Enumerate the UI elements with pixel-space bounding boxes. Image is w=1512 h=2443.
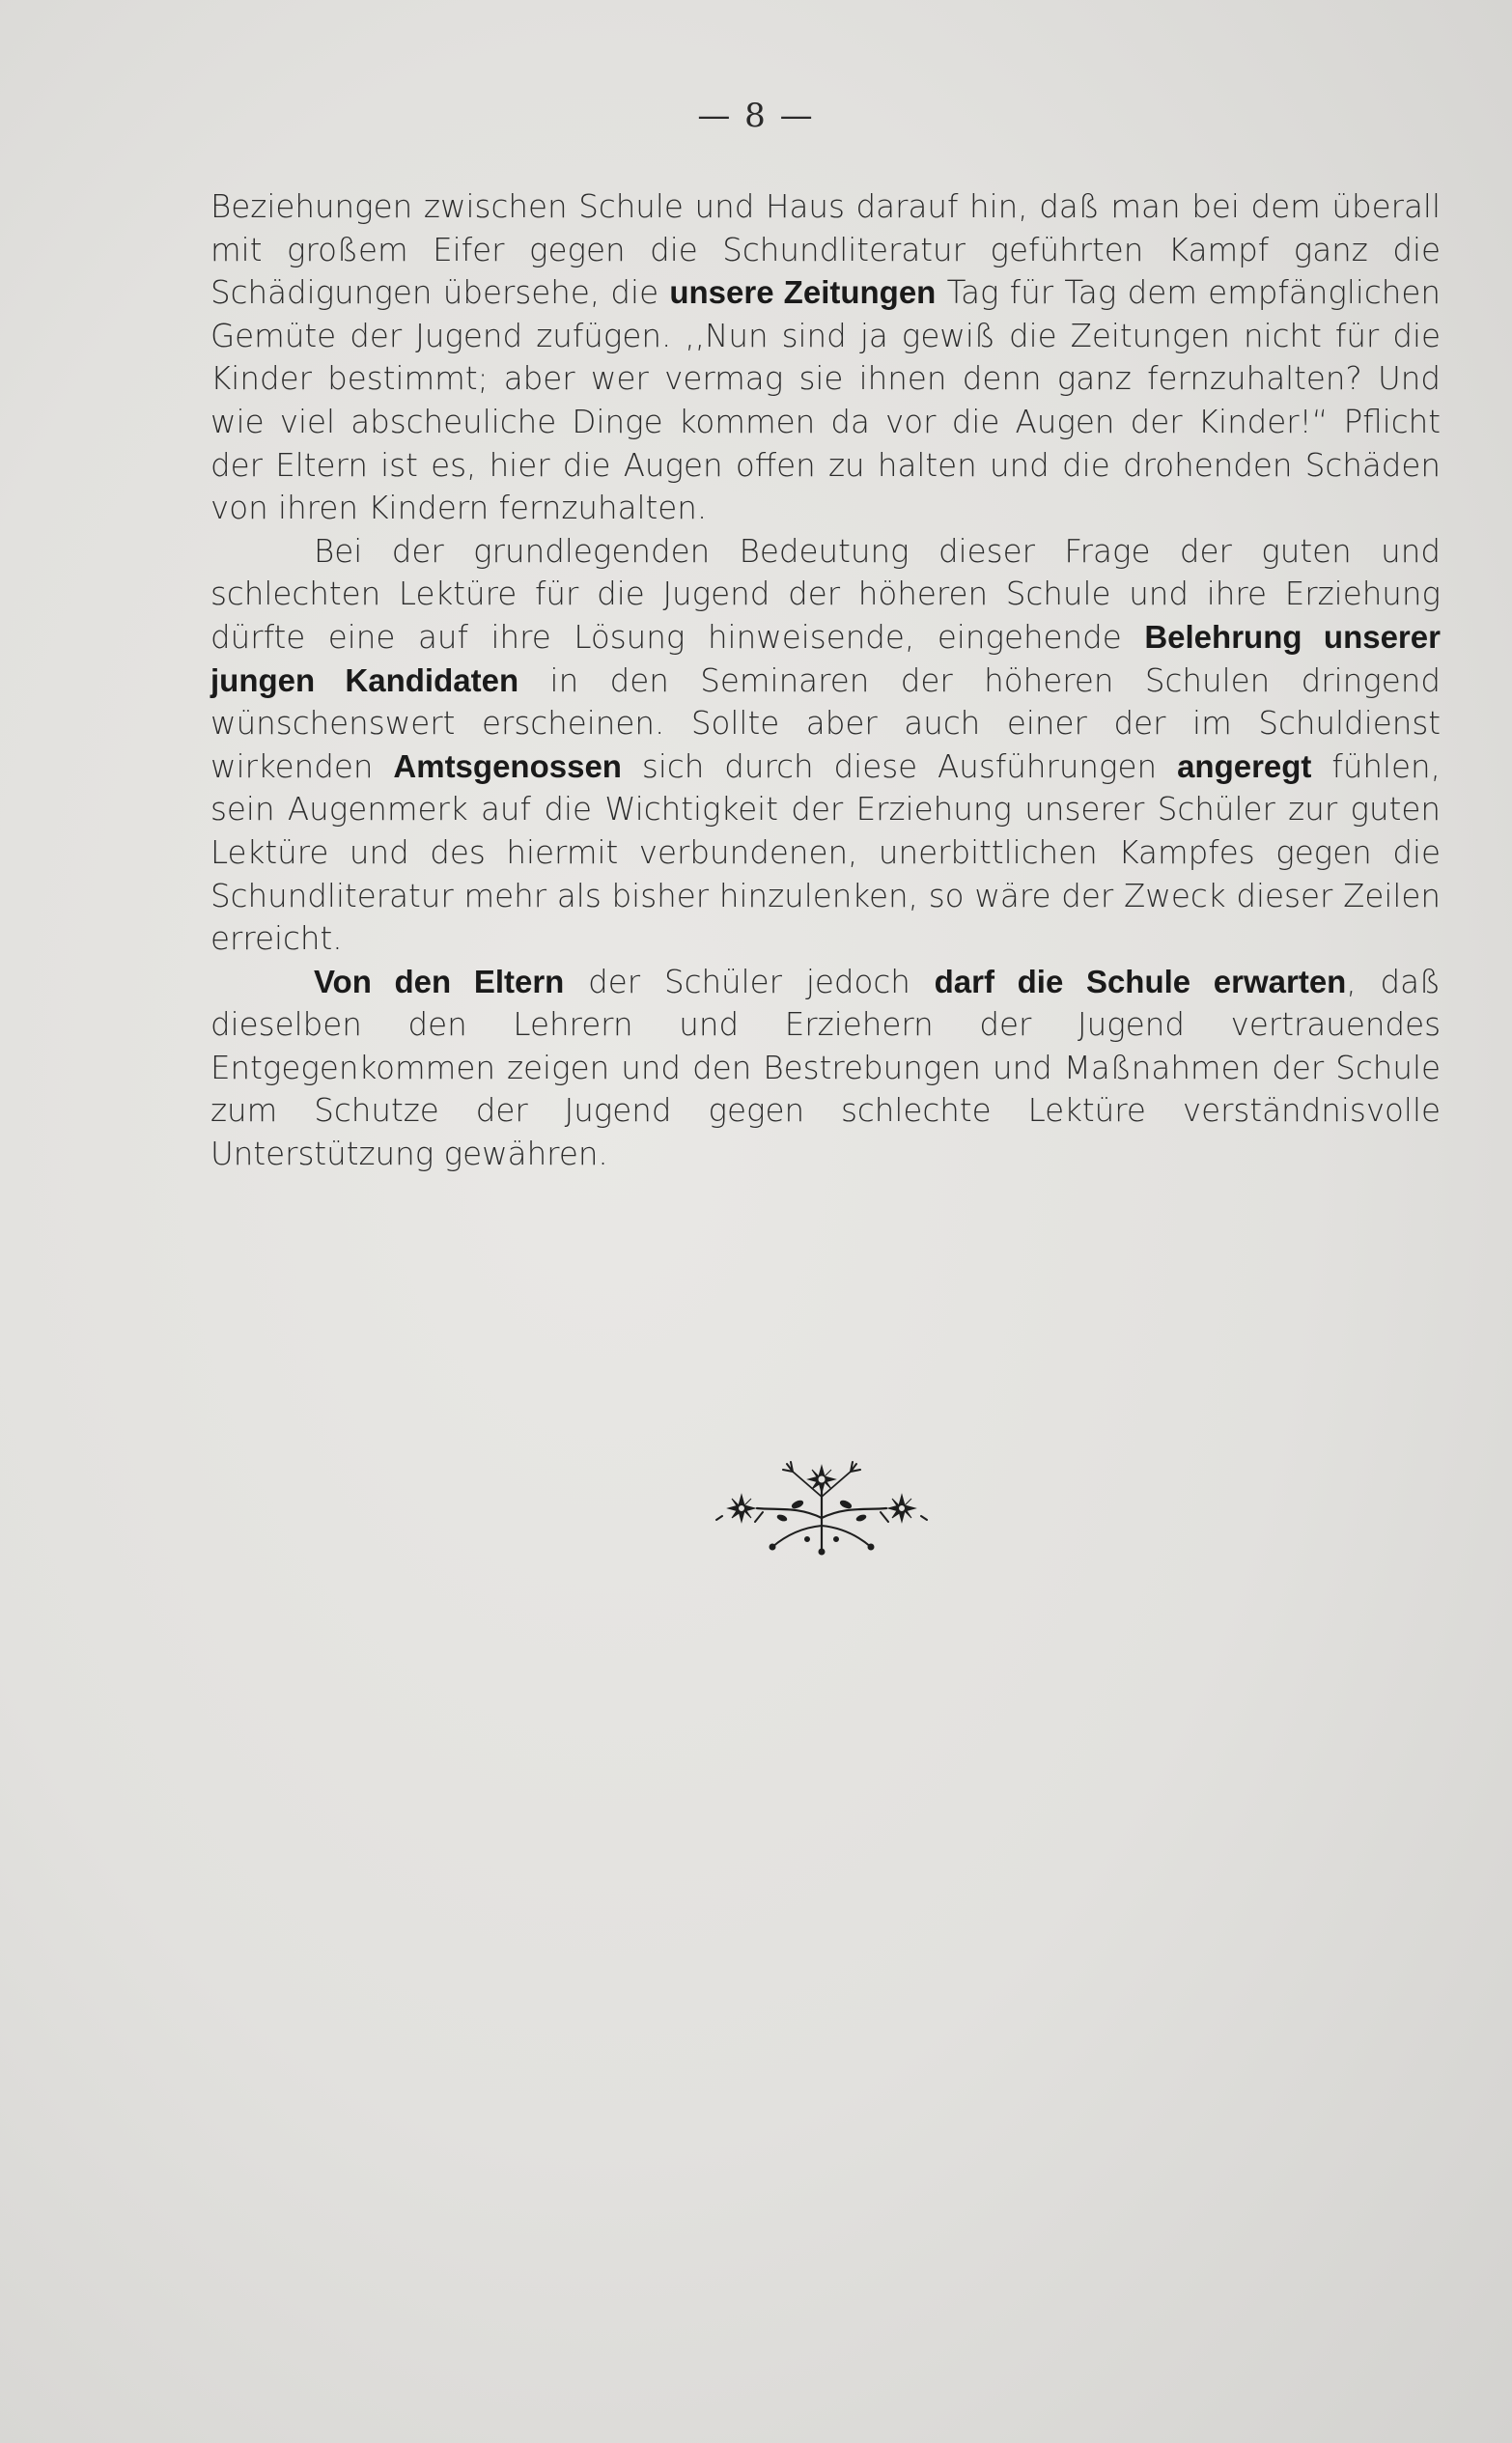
- p2-text-3: sich durch diese Ausführungen: [621, 747, 1178, 785]
- body-text: [210, 185, 1441, 1176]
- p3-bold-darf-die-schule: darf die Schule erwarten: [934, 963, 1347, 999]
- p1-text-2: Tag für Tag dem empfänglichen Gemüte der Jugend zufügen. ,,Nun sind ja gewiß die Zeitungen nicht für die Kinder bestimmt; aber wer vermag sie ihnen denn ganz fernzuhalten? Und wie viel abscheuliche Dinge kommen da vor die Augen der Kinder!“ Pflicht der Eltern ist es, hier die Augen offen zu halten und die drohenden Schäden von ihren Kindern fernzuhalten.: [210, 274, 1441, 527]
- p3-text-1: der Schüler jedoch: [564, 963, 935, 1000]
- paragraph-3: [210, 961, 1441, 1176]
- p1-bold-unsere-zeitungen: unsere Zeitungen: [669, 274, 937, 311]
- paragraph-2: [210, 530, 1441, 961]
- p2-bold-angeregt: angeregt: [1177, 747, 1312, 784]
- p2-bold-belehrung: Belehrung unserer jungen Kandidaten: [210, 618, 1441, 698]
- p2-bold-amtsgenossen: Amtsgenossen: [393, 747, 622, 784]
- p3-bold-von-den-eltern: Von den Eltern: [314, 963, 565, 999]
- p3-text-2: , daß dieselben den Lehrern und Erziehern der Jugend vertrauendes Entgegenkommen zeigen und den Bestrebungen und Maßnahmen der Schule zum Schutze der Jugend gegen schlechte Lektüre verständnisvolle Unterstützung gewähren.: [210, 963, 1442, 1173]
- page-number: — 8 —: [697, 97, 815, 135]
- floral-vignette-icon: [701, 1458, 942, 1557]
- p1-text-1: Beziehungen zwischen Schule und Haus darauf hin, daß man bei dem überall mit großem Eifer gegen die Schundliteratur geführten Kampf ganz die Schädigungen übersehe, die: [210, 188, 1441, 312]
- p2-text-4: fühlen, sein Augenmerk auf die Wichtigkeit der Erziehung unserer Schüler zur guten Lektüre und des hiermit verbundenen, unerbittlichen Kampfes gegen die Schundliteratur mehr als bisher hinzulenken, so wäre der Zweck dieser Zeilen erreicht.: [210, 747, 1441, 958]
- p2-text-1: Bei der grundlegenden Bedeutung dieser Frage der guten und schlechten Lektüre für die Jugend der höheren Schule und ihre Erziehung dürfte eine auf ihre Lösung hinweisende, eingehende: [210, 532, 1441, 656]
- p2-text-2: in den Seminaren der höheren Schulen dringend wünschenswert erscheinen. Sollte aber auch einer der im Schuldienst wirkenden: [210, 661, 1442, 785]
- paragraph-1: [210, 185, 1441, 530]
